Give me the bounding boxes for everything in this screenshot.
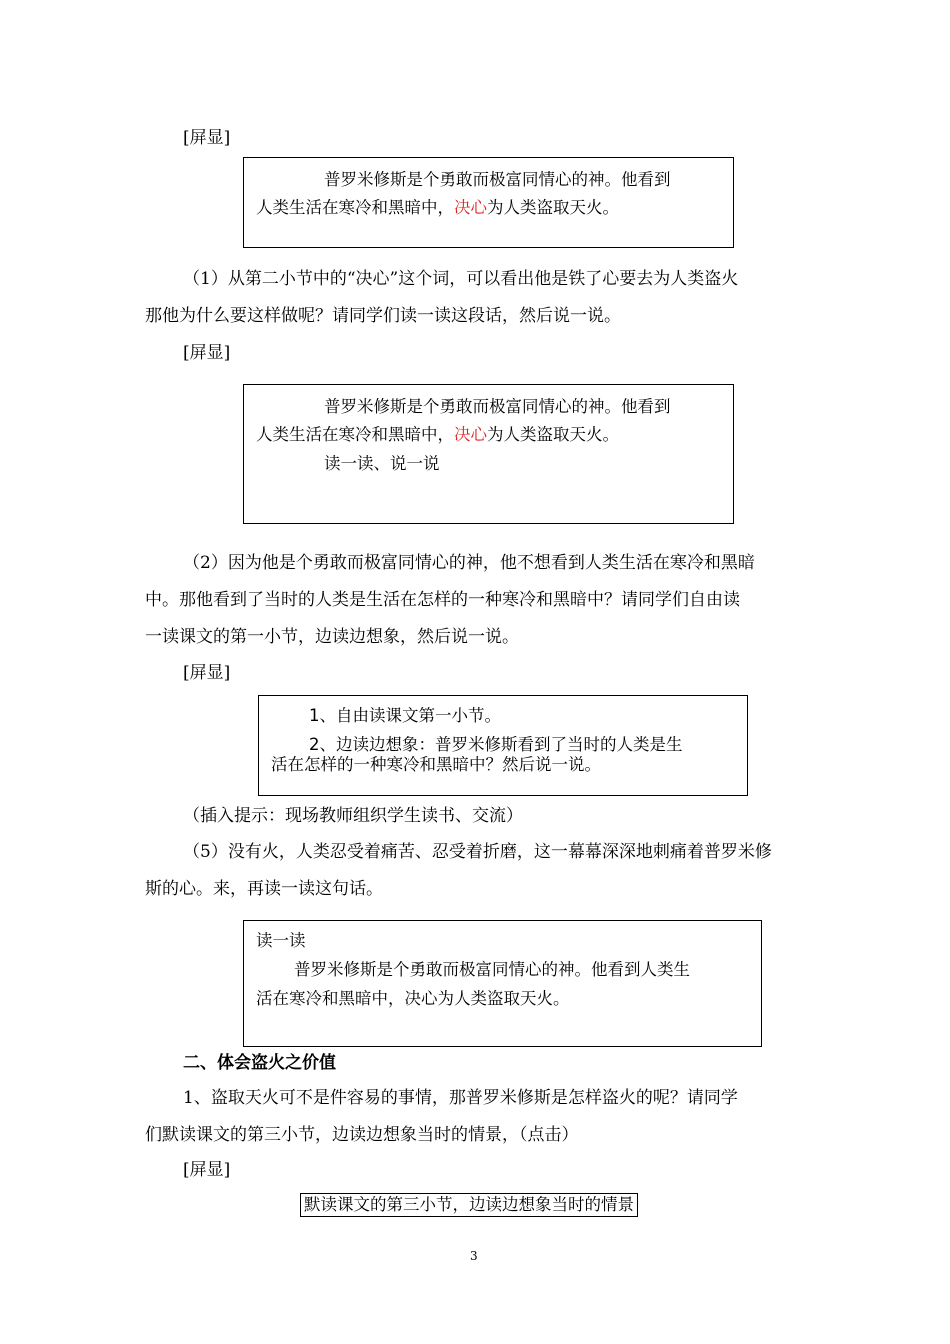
- prompt-line: 读一读、说一说: [324, 454, 440, 473]
- framed-instruction: 默读课文的第三小节，边读边想象当时的情景: [300, 1193, 638, 1217]
- task-line: 1、自由读课文第一小节。: [309, 706, 501, 725]
- task-box: [258, 695, 748, 796]
- quote-line: [256, 421, 619, 445]
- paragraph-line: 那他为什么要这样做呢？请同学们读一读这段话，然后说一说。: [145, 306, 621, 326]
- reading-box: [243, 920, 762, 1047]
- task-line: 活在怎样的一种寒冷和黑暗中？然后说一说。: [271, 755, 601, 774]
- paragraph-line: （2）因为他是个勇敢而极富同情心的神，他不想看到人类生活在寒冷和黑暗: [183, 553, 755, 573]
- quote-line: 活在寒冷和黑暗中，决心为人类盗取天火。: [256, 989, 570, 1008]
- quote-line: 普罗米修斯是个勇敢而极富同情心的神。他看到: [324, 397, 671, 416]
- paragraph-line: 斯的心。来，再读一读这句话。: [145, 879, 383, 899]
- quote-line: 普罗米修斯是个勇敢而极富同情心的神。他看到人类生: [294, 960, 690, 979]
- quote-box-2: [243, 384, 734, 524]
- section-heading: 二、体会盗火之价值: [183, 1053, 336, 1073]
- highlight-word: 决心: [454, 425, 487, 444]
- quote-box-1: [243, 157, 734, 248]
- paragraph-line: 一读课文的第一小节，边读边想象，然后说一说。: [145, 627, 519, 647]
- paragraph-line: 中。那他看到了当时的人类是生活在怎样的一种寒冷和黑暗中？请同学们自由读: [145, 590, 740, 610]
- screen-label: [屏显]: [183, 343, 231, 363]
- page-number: 3: [470, 1249, 478, 1263]
- quote-text: 为人类盗取天火。: [487, 425, 619, 444]
- paragraph-line: 们默读课文的第三小节，边读边想象当时的情景，（点击）: [145, 1125, 579, 1145]
- task-line: 2、边读边想象：普罗米修斯看到了当时的人类是生: [309, 735, 683, 754]
- quote-text: 人类生活在寒冷和黑暗中，: [256, 425, 454, 444]
- screen-label: [屏显]: [183, 1160, 231, 1180]
- paragraph-line: （5）没有火，人类忍受着痛苦、忍受着折磨，这一幕幕深深地刺痛着普罗米修: [183, 842, 772, 862]
- paragraph-line: （1）从第二小节中的“决心”这个词，可以看出他是铁了心要去为人类盗火: [183, 269, 739, 289]
- screen-label: [屏显]: [183, 128, 231, 148]
- highlight-word: 决心: [454, 198, 487, 217]
- paragraph-line: 1、盗取天火可不是件容易的事情，那普罗米修斯是怎样盗火的呢？请同学: [183, 1088, 738, 1108]
- quote-line: 普罗米修斯是个勇敢而极富同情心的神。他看到: [324, 170, 671, 189]
- screen-label: [屏显]: [183, 663, 231, 683]
- reading-box-title: 读一读: [256, 931, 306, 950]
- quote-text: 人类生活在寒冷和黑暗中，: [256, 198, 454, 217]
- quote-text: 为人类盗取天火。: [487, 198, 619, 217]
- quote-line: [256, 194, 619, 218]
- teacher-note: （插入提示：现场教师组织学生读书、交流）: [183, 806, 523, 826]
